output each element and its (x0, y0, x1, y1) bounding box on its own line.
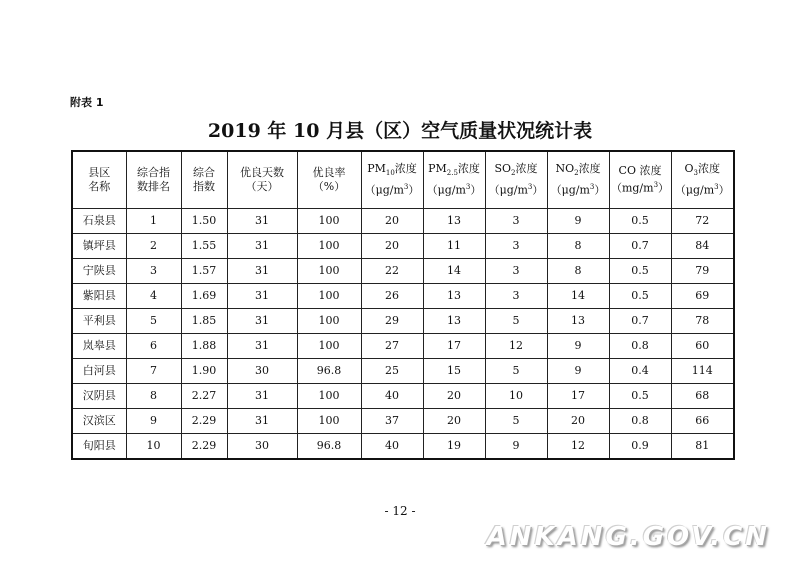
cell-good-rate: 96.8 (297, 434, 361, 460)
cell-o3: 68 (671, 384, 734, 409)
header-rank: 综合指 数排名 (126, 151, 181, 209)
table-row (72, 359, 734, 384)
cell-pm25: 14 (423, 259, 485, 284)
table-row (72, 259, 734, 284)
table-row (72, 334, 734, 359)
page-number: - 12 - (384, 504, 416, 518)
cell-composite-index: 1.57 (181, 259, 227, 284)
header-row (72, 151, 734, 209)
table-row (72, 409, 734, 434)
cell-o3: 79 (671, 259, 734, 284)
cell-pm10: 40 (361, 434, 423, 460)
cell-so2: 3 (485, 259, 547, 284)
cell-rank: 3 (126, 259, 181, 284)
cell-pm25: 19 (423, 434, 485, 460)
header-good-rate: 优良率 （%） (297, 151, 361, 209)
cell-co: 0.5 (609, 209, 671, 234)
cell-pm25: 20 (423, 409, 485, 434)
table-row (72, 434, 734, 460)
cell-pm10: 37 (361, 409, 423, 434)
table-row (72, 309, 734, 334)
table-body (72, 209, 734, 460)
cell-good-days: 30 (227, 434, 297, 460)
cell-composite-index: 2.29 (181, 434, 227, 460)
cell-o3: 66 (671, 409, 734, 434)
cell-no2: 12 (547, 434, 609, 460)
cell-county: 石泉县 (72, 209, 126, 234)
cell-pm25: 17 (423, 334, 485, 359)
cell-county: 岚皋县 (72, 334, 126, 359)
cell-good-rate: 100 (297, 334, 361, 359)
cell-good-days: 31 (227, 309, 297, 334)
cell-composite-index: 1.69 (181, 284, 227, 309)
cell-rank: 1 (126, 209, 181, 234)
cell-co: 0.9 (609, 434, 671, 460)
cell-pm10: 29 (361, 309, 423, 334)
cell-pm25: 11 (423, 234, 485, 259)
cell-o3: 114 (671, 359, 734, 384)
cell-county: 紫阳县 (72, 284, 126, 309)
cell-county: 镇坪县 (72, 234, 126, 259)
cell-good-rate: 100 (297, 309, 361, 334)
cell-pm10: 20 (361, 209, 423, 234)
cell-good-days: 31 (227, 384, 297, 409)
cell-pm25: 20 (423, 384, 485, 409)
cell-rank: 9 (126, 409, 181, 434)
cell-co: 0.5 (609, 284, 671, 309)
cell-o3: 72 (671, 209, 734, 234)
header-good-days: 优良天数 （天） (227, 151, 297, 209)
cell-composite-index: 1.88 (181, 334, 227, 359)
cell-pm10: 40 (361, 384, 423, 409)
header-so2: $SO_2$浓度 $(\mu g/m^3)$ (485, 151, 547, 209)
appendix-label: 附表 1 (70, 96, 104, 109)
cell-composite-index: 2.29 (181, 409, 227, 434)
cell-good-rate: 100 (297, 234, 361, 259)
cell-good-rate: 100 (297, 284, 361, 309)
cell-no2: 9 (547, 359, 609, 384)
cell-so2: 3 (485, 209, 547, 234)
cell-rank: 2 (126, 234, 181, 259)
cell-co: 0.7 (609, 309, 671, 334)
cell-pm10: 25 (361, 359, 423, 384)
cell-rank: 7 (126, 359, 181, 384)
cell-co: 0.5 (609, 259, 671, 284)
cell-good-rate: 100 (297, 409, 361, 434)
table-row (72, 234, 734, 259)
cell-good-days: 31 (227, 259, 297, 284)
cell-county: 旬阳县 (72, 434, 126, 460)
watermark: ANKANG.GOV.CN (486, 522, 770, 552)
cell-no2: 20 (547, 409, 609, 434)
cell-co: 0.8 (609, 334, 671, 359)
cell-so2: 9 (485, 434, 547, 460)
cell-so2: 10 (485, 384, 547, 409)
cell-o3: 60 (671, 334, 734, 359)
cell-rank: 8 (126, 384, 181, 409)
table-row (72, 284, 734, 309)
cell-so2: 12 (485, 334, 547, 359)
cell-o3: 84 (671, 234, 734, 259)
header-pm25: $PM_{2.5}$浓度 $(\mu g/m^3)$ (423, 151, 485, 209)
cell-good-days: 31 (227, 234, 297, 259)
cell-composite-index: 1.90 (181, 359, 227, 384)
cell-co: 0.7 (609, 234, 671, 259)
cell-good-days: 31 (227, 334, 297, 359)
cell-no2: 13 (547, 309, 609, 334)
cell-good-days: 31 (227, 409, 297, 434)
cell-no2: 9 (547, 334, 609, 359)
header-pm10: $PM_{10}$浓度 $(\mu g/m^3)$ (361, 151, 423, 209)
cell-good-rate: 100 (297, 209, 361, 234)
page-title: 2019 年 10 月县（区）空气质量状况统计表 (207, 120, 593, 142)
cell-pm10: 20 (361, 234, 423, 259)
cell-rank: 10 (126, 434, 181, 460)
cell-no2: 9 (547, 209, 609, 234)
cell-rank: 5 (126, 309, 181, 334)
cell-pm25: 13 (423, 284, 485, 309)
header-composite-index: 综合 指数 (181, 151, 227, 209)
cell-pm10: 27 (361, 334, 423, 359)
cell-rank: 4 (126, 284, 181, 309)
cell-good-days: 30 (227, 359, 297, 384)
cell-co: 0.4 (609, 359, 671, 384)
table-row (72, 384, 734, 409)
cell-rank: 6 (126, 334, 181, 359)
cell-pm25: 13 (423, 309, 485, 334)
cell-good-rate: 100 (297, 259, 361, 284)
cell-county: 白河县 (72, 359, 126, 384)
cell-county: 汉滨区 (72, 409, 126, 434)
cell-no2: 17 (547, 384, 609, 409)
cell-county: 汉阴县 (72, 384, 126, 409)
air-quality-table (71, 150, 735, 460)
cell-o3: 69 (671, 284, 734, 309)
cell-co: 0.8 (609, 409, 671, 434)
cell-no2: 8 (547, 259, 609, 284)
table-row (72, 209, 734, 234)
cell-good-rate: 96.8 (297, 359, 361, 384)
header-county: 县区 名称 (72, 151, 126, 209)
cell-pm10: 22 (361, 259, 423, 284)
cell-good-days: 31 (227, 209, 297, 234)
cell-county: 宁陕县 (72, 259, 126, 284)
header-o3: $O_3$浓度 $(\mu g/m^3)$ (671, 151, 734, 209)
cell-so2: 5 (485, 409, 547, 434)
header-no2: $NO_2$浓度 $(\mu g/m^3)$ (547, 151, 609, 209)
cell-pm25: 13 (423, 209, 485, 234)
cell-so2: 5 (485, 309, 547, 334)
cell-composite-index: 1.50 (181, 209, 227, 234)
cell-no2: 14 (547, 284, 609, 309)
header-co: CO 浓度 $(mg/m^3)$ (609, 151, 671, 209)
cell-o3: 81 (671, 434, 734, 460)
cell-county: 平利县 (72, 309, 126, 334)
cell-pm25: 15 (423, 359, 485, 384)
cell-no2: 8 (547, 234, 609, 259)
cell-so2: 5 (485, 359, 547, 384)
cell-composite-index: 1.85 (181, 309, 227, 334)
cell-pm10: 26 (361, 284, 423, 309)
cell-so2: 3 (485, 284, 547, 309)
cell-composite-index: 1.55 (181, 234, 227, 259)
cell-o3: 78 (671, 309, 734, 334)
cell-good-rate: 100 (297, 384, 361, 409)
cell-so2: 3 (485, 234, 547, 259)
cell-co: 0.5 (609, 384, 671, 409)
cell-composite-index: 2.27 (181, 384, 227, 409)
cell-good-days: 31 (227, 284, 297, 309)
